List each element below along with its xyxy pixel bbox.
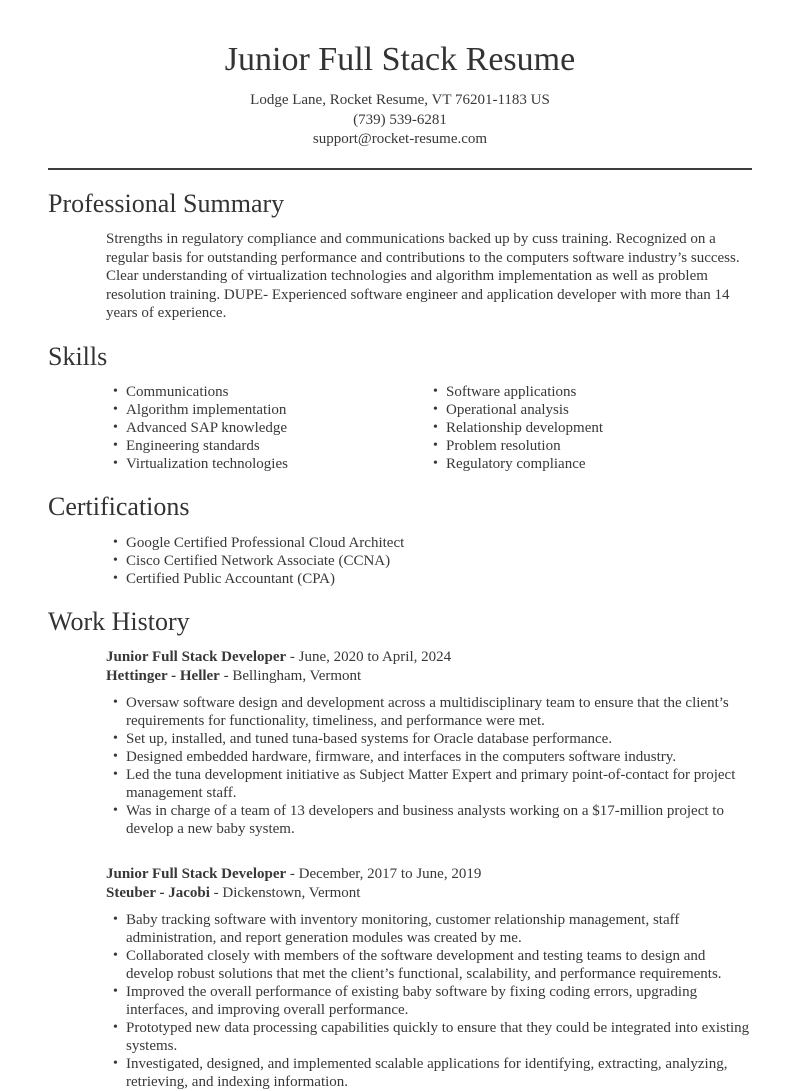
header-divider [48,168,752,170]
job-bullet-list [48,911,752,1091]
skills-column-right [400,383,752,473]
skill-item: • Problem resolution [446,437,752,455]
certification-item: • Certified Public Accountant (CPA) [126,570,752,588]
certifications-list [48,534,752,588]
job-bullet: • Collaborated closely with members of the software development and testing teams to design and develop robust solutions that met the client’s functional, scalability, and performance requirements. [126,947,752,983]
section-certifications [48,493,752,588]
job-bullet: • Improved the overall performance of existing baby software by fixing coding errors, upgrading interfaces, and improving overall performance. [126,983,752,1019]
job-title: Junior Full Stack Developer [106,649,287,666]
work-history-heading: Work History [48,606,190,636]
skill-item: • Engineering standards [126,437,400,455]
job-bullet: • Designed embedded hardware, firmware, and interfaces in the computers software industry. [126,748,752,766]
job-dates: - June, 2020 to April, 2024 [286,649,452,666]
summary-heading: Professional Summary [48,188,285,218]
job-header [106,865,752,902]
section-professional-summary [48,190,752,323]
job-dates: - December, 2017 to June, 2019 [286,866,482,883]
skill-item: • Operational analysis [446,401,752,419]
skill-item: • Advanced SAP knowledge [126,419,400,437]
skills-heading: Skills [48,341,108,371]
job-bullet: • Baby tracking software with inventory monitoring, customer relationship management, staff administration, and report generation modules was created by me. [126,911,752,947]
job-bullet: • Investigated, designed, and implemented scalable applications for identifying, extracting, analyzing, retrieving, and indexing information. [126,1055,752,1091]
job-company: Hettinger - Heller [106,667,220,684]
job-bullet: • Was in charge of a team of 13 developers and business analysts working on a $17-million project to develop a new baby system. [126,802,752,838]
contact-block [48,91,752,150]
summary-text: Strengths in regulatory compliance and communications backed up by cuss training. Recognized on a regular basis for outstanding performance and contributions to the computers software industry’s success. Clear understanding of virtualization technologies and algorithm implementation as well as problem resolution training. DUPE- Experienced software engineer and application developer with more than 14 years of experience. [106,231,740,322]
job-bullet: • Set up, installed, and tuned tuna-based systems for Oracle database performance. [126,730,752,748]
job-location: - Dickenstown, Vermont [209,884,361,901]
skill-item: • Regulatory compliance [446,455,752,473]
section-work-history [48,608,752,1091]
skill-item: • Relationship development [446,419,752,437]
section-skills [48,343,752,474]
job-entry [48,648,752,838]
job-header [106,648,752,685]
skill-item: • Communications [126,383,400,401]
job-bullet: • Prototyped new data processing capabilities quickly to ensure that they could be integrated into existing systems. [126,1019,752,1055]
job-bullet-list [48,694,752,838]
resume-title: Junior Full Stack Resume [224,41,576,78]
skill-item: • Algorithm implementation [126,401,400,419]
job-bullet: • Led the tuna development initiative as Subject Matter Expert and primary point-of-contact for project management staff. [126,766,752,802]
job-location: - Bellingham, Vermont [219,667,362,684]
skills-columns [48,383,752,473]
job-title: Junior Full Stack Developer [106,866,287,883]
skill-item: • Software applications [446,383,752,401]
job-entry [48,865,752,1091]
contact-phone: (739) 539-6281 [353,111,447,128]
certification-item: • Cisco Certified Network Associate (CCNA) [126,552,752,570]
certifications-heading: Certifications [48,492,190,522]
skills-column-left [48,383,400,473]
skill-item: • Virtualization technologies [126,455,400,473]
job-company: Steuber - Jacobi [106,884,210,901]
contact-address: Lodge Lane, Rocket Resume, VT 76201-1183 US [250,92,550,109]
certification-item: • Google Certified Professional Cloud Architect [126,534,752,552]
contact-email: support@rocket-resume.com [312,131,488,148]
job-bullet: • Oversaw software design and development across a multidisciplinary team to ensure that the client’s requirements for functionality, timeliness, and performance were met. [126,694,752,730]
